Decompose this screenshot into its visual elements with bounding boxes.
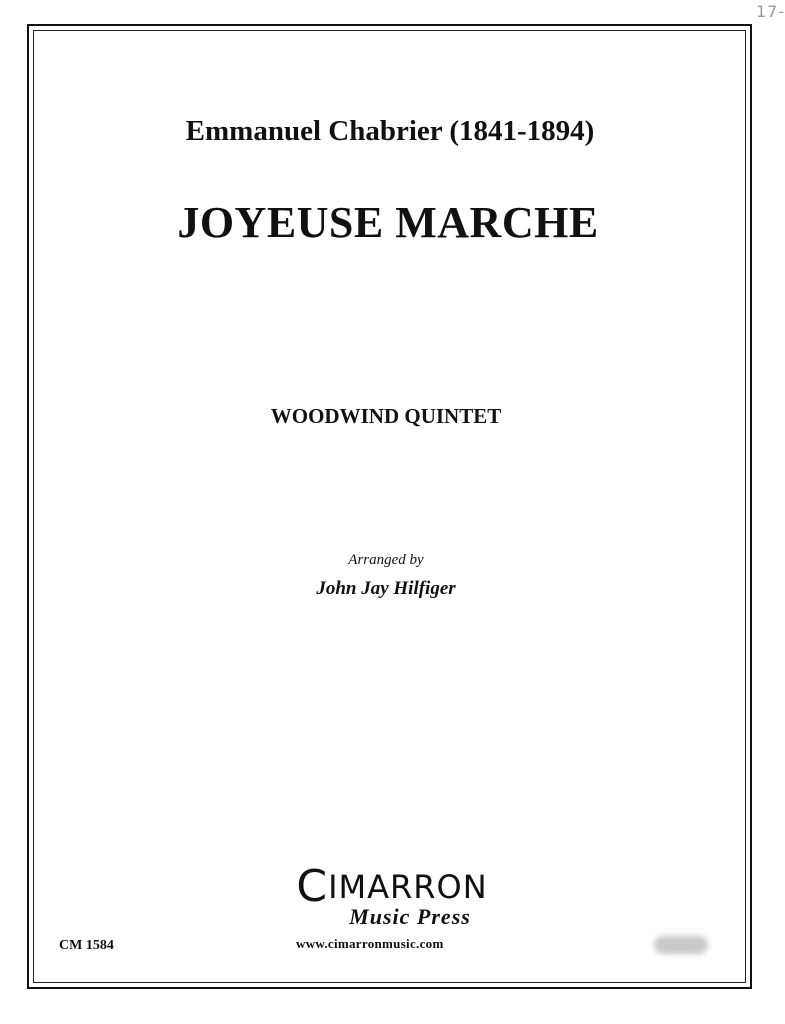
page-title: JOYEUSE MARCHE bbox=[177, 198, 599, 247]
arranged-by-label: Arranged by bbox=[348, 552, 424, 568]
publisher-name-rest: IMARRON bbox=[328, 868, 488, 906]
blurred-price-sticker bbox=[654, 936, 708, 954]
inner-border-frame bbox=[33, 30, 746, 983]
publisher-logo bbox=[286, 861, 506, 929]
publisher-name-initial: C bbox=[296, 861, 329, 912]
catalog-number: CM 1584 bbox=[59, 938, 114, 953]
ensemble-label: WOODWIND QUINTET bbox=[270, 404, 502, 428]
publisher-website: www.cimarronmusic.com bbox=[296, 936, 444, 951]
composer-line: Emmanuel Chabrier (1841-1894) bbox=[185, 115, 595, 147]
publisher-name bbox=[278, 861, 506, 912]
arranger-name: John Jay Hilfiger bbox=[316, 578, 456, 599]
handwritten-corner-note: 17- bbox=[756, 2, 785, 21]
publisher-subtitle: Music Press bbox=[349, 904, 471, 929]
